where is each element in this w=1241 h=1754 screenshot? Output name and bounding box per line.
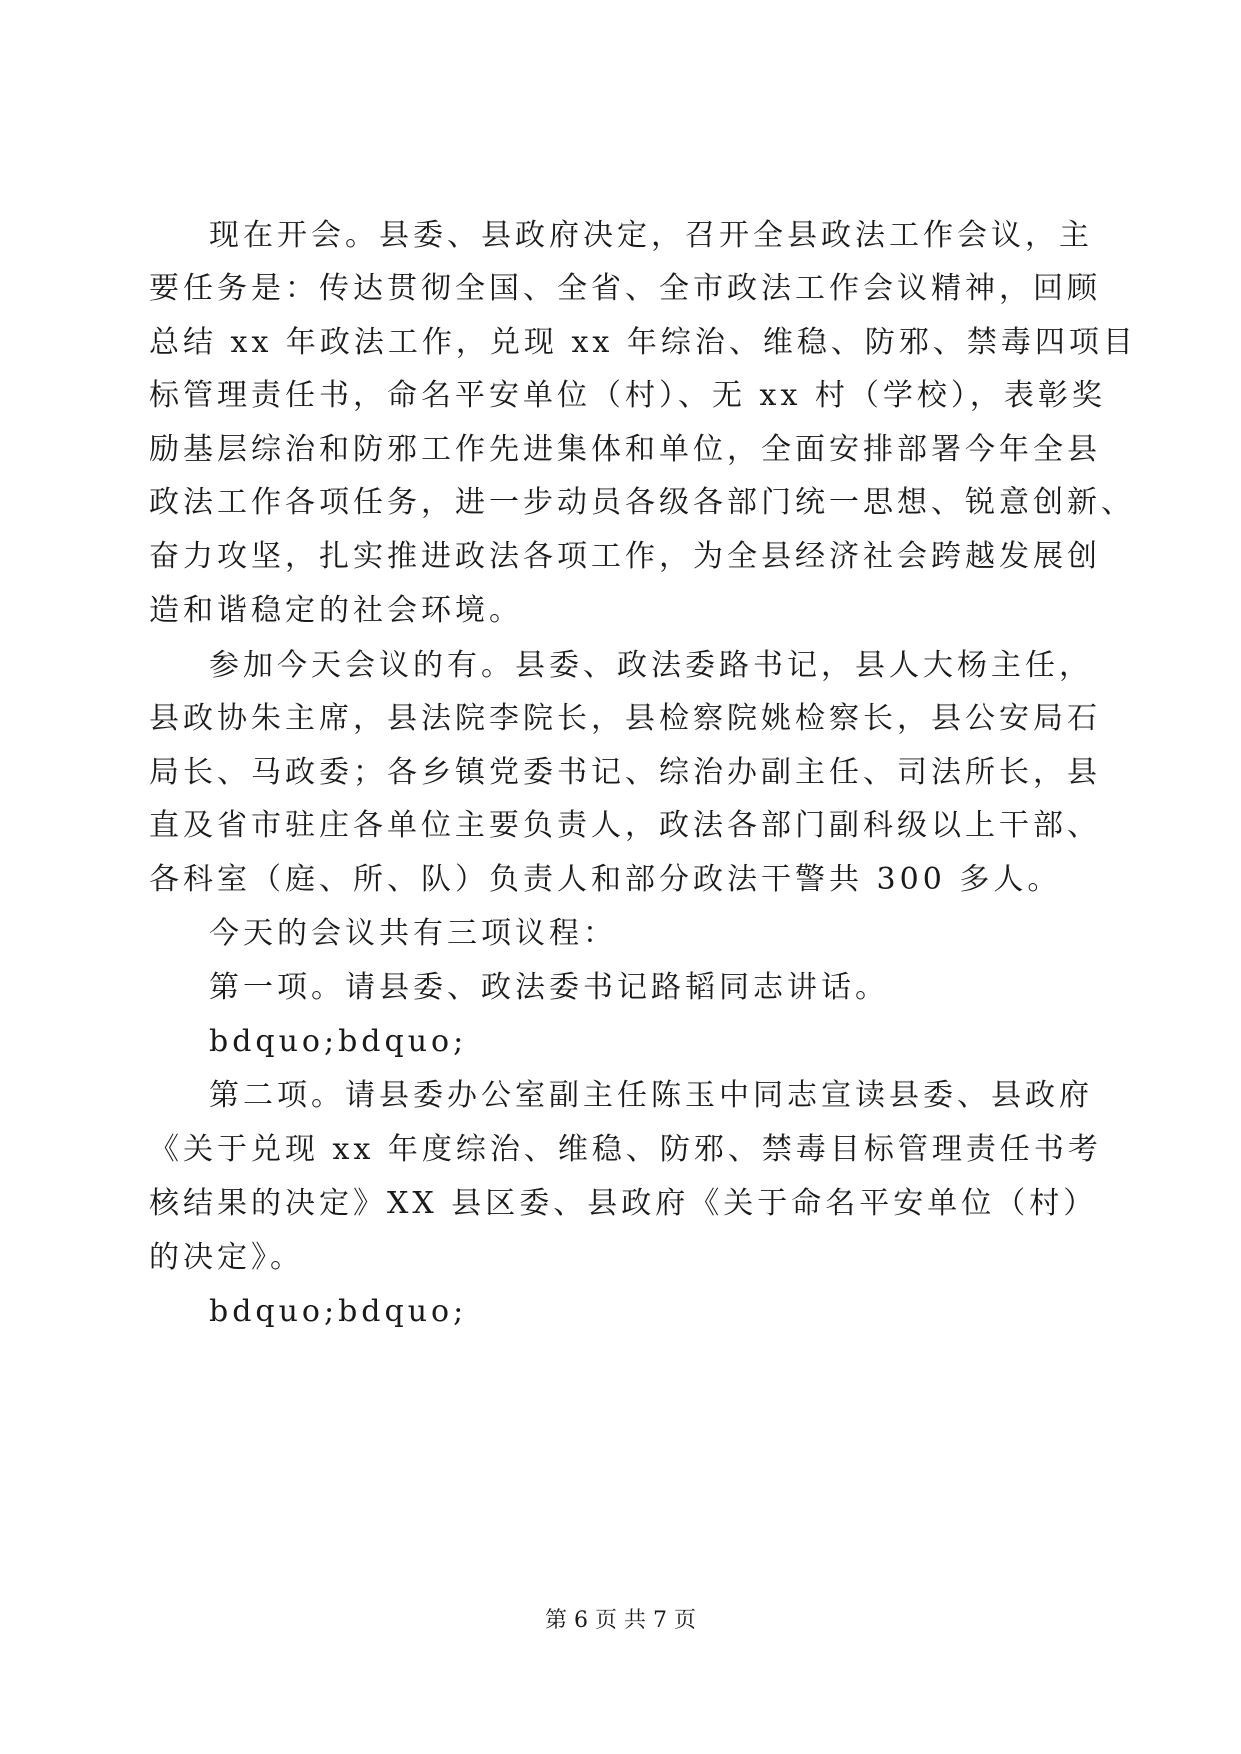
paragraph-2-line-4: 直及省市驻庄各单位主要负责人，政法各部门副科级以上干部、 (149, 808, 1101, 843)
paragraph-1-line-5: 励基层综治和防邪工作先进集体和单位，全面安排部署今年全县 (149, 432, 1101, 467)
agenda-item-2-line-1: 第二项。请县委办公室副主任陈玉中同志宣读县委、县政府 (209, 1078, 1093, 1113)
agenda-item-2-line-4: 的决定》。 (149, 1240, 304, 1275)
placeholder-line-1: bdquo;bdquo; (209, 1024, 468, 1059)
paragraph-2-line-5: 各科室（庭、所、队）负责人和部分政法干警共 300 多人。 (149, 862, 1062, 897)
agenda-item-1: 第一项。请县委、政法委书记路韬同志讲话。 (209, 970, 889, 1005)
paragraph-1-line-3: 总结 xx 年政法工作，兑现 xx 年综治、维稳、防邪、禁毒四项目 (149, 325, 1137, 360)
paragraph-1-line-1: 现在开会。县委、县政府决定，召开全县政法工作会议，主 (209, 218, 1093, 253)
placeholder-line-2: bdquo;bdquo; (209, 1294, 468, 1329)
paragraph-1-line-7: 奋力攻坚，扎实推进政法各项工作，为全县经济社会跨越发展创 (149, 539, 1101, 574)
agenda-item-2-line-3: 核结果的决定》XX 县区委、县政府《关于命名平安单位（村） (149, 1186, 1098, 1221)
paragraph-1-line-8: 造和谐稳定的社会环境。 (149, 593, 523, 628)
page-number-footer: 第 6 页 共 7 页 (545, 1608, 696, 1633)
paragraph-1-line-4: 标管理责任书，命名平安单位（村）、无 xx 村（学校），表彰奖 (149, 378, 1106, 413)
paragraph-1-line-2: 要任务是：传达贯彻全国、全省、全市政法工作会议精神，回顾 (149, 271, 1101, 306)
paragraph-2-line-2: 县政协朱主席，县法院李院长，县检察院姚检察长，县公安局石 (149, 701, 1101, 736)
paragraph-2-line-3: 局长、马政委；各乡镇党委书记、综治办副主任、司法所长，县 (149, 755, 1101, 790)
paragraph-2-line-1: 参加今天会议的有。县委、政法委路书记，县人大杨主任， (209, 648, 1093, 683)
paragraph-1-line-6: 政法工作各项任务，进一步动员各级各部门统一思想、锐意创新、 (149, 485, 1135, 520)
agenda-intro: 今天的会议共有三项议程： (209, 916, 617, 951)
agenda-item-2-line-2: 《关于兑现 xx 年度综治、维稳、防邪、禁毒目标管理责任书考 (149, 1132, 1102, 1167)
